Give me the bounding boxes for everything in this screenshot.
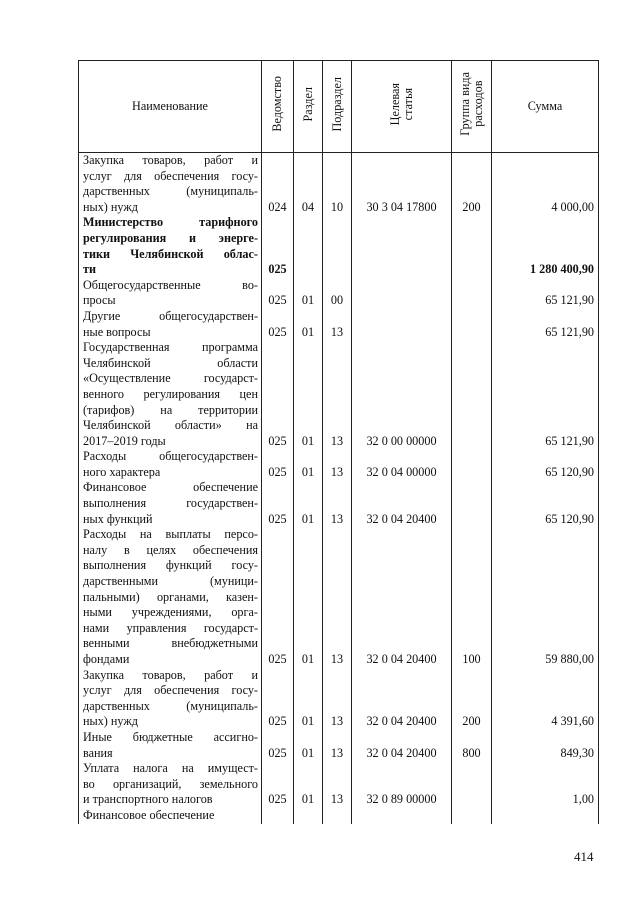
table-row [79,449,599,480]
row-name-line: (тарифов) на территории [83,402,258,417]
row-name-line: дарственными (муници- [83,574,258,589]
table-row [79,668,599,730]
row-dept: 024 [262,153,294,216]
row-dept: 025 [262,527,294,667]
row-name-line: Иные бюджетные ассигно- [83,729,258,744]
row-section: 01 [294,278,323,309]
row-subsection: 00 [323,278,352,309]
row-name [79,153,262,216]
row-name-line: ного характера [83,464,161,479]
row-group [452,480,492,527]
table-header-row [79,61,599,153]
row-section: 01 [294,527,323,667]
row-group [452,340,492,449]
row-dept: 025 [262,449,294,480]
row-name-line: Финансовое обеспечение [83,807,215,822]
row-name-line: регулирования и энерге- [83,230,258,245]
row-name [79,761,262,808]
row-name-line: Закупка товаров, работ и [83,153,258,167]
row-group [452,761,492,808]
row-group: 200 [452,668,492,730]
row-name [79,449,262,480]
row-name-line: и транспортного налогов [83,792,213,807]
row-name-line: ных) нужд [83,199,138,214]
header-subsection: Подраздел [323,61,352,153]
row-target: 32 0 89 00000 [352,761,452,808]
row-group [452,449,492,480]
page-number: 414 [574,849,594,864]
row-name-line: пальными) органами, казен- [83,589,258,604]
row-name-line: Челябинской области» на [83,418,258,433]
row-name [79,215,262,277]
header-sum: Сумма [492,61,599,153]
row-subsection: 13 [323,668,352,730]
header-name: Наименование [79,61,262,153]
row-target [352,278,452,309]
table-row [79,215,599,277]
row-name-line: услуг для обеспечения госу- [83,683,258,698]
row-sum: 1 280 400,90 [492,215,599,277]
row-name-line: Финансовое обеспечение [83,480,258,495]
row-name [79,730,262,761]
row-subsection: 13 [323,527,352,667]
row-group: 200 [452,153,492,216]
row-name-line: Государственная программа [83,340,258,355]
row-name [79,309,262,340]
table-row [79,527,599,667]
row-sum: 65 121,90 [492,309,599,340]
row-section [294,808,323,824]
row-section [294,215,323,277]
row-name-line: тики Челябинской облас- [83,246,258,261]
row-sum: 4 391,60 [492,668,599,730]
row-sum: 1,00 [492,761,599,808]
row-target: 30 3 04 17800 [352,153,452,216]
row-subsection: 13 [323,340,352,449]
header-group: Группа вида расходов [452,61,492,153]
row-name-line: Министерство тарифного [83,215,258,230]
row-name-line: Уплата налога на имущест- [83,761,258,776]
row-subsection: 13 [323,730,352,761]
table-row [79,340,599,449]
row-sum: 65 120,90 [492,449,599,480]
row-dept: 025 [262,340,294,449]
row-subsection [323,215,352,277]
table-row [79,153,599,216]
row-name-line: фондами [83,652,130,666]
row-dept: 025 [262,730,294,761]
row-section: 04 [294,153,323,216]
row-name-line: налу в целях обеспечения [83,542,258,557]
row-dept: 025 [262,309,294,340]
row-target [352,309,452,340]
row-name-line: во организаций, земельного [83,776,258,791]
row-name-line: дарственных (муниципаль- [83,184,258,199]
row-name-line: выполнения государствен- [83,496,258,511]
row-target: 32 0 00 00000 [352,340,452,449]
row-target: 32 0 04 20400 [352,480,452,527]
row-name-line: ные вопросы [83,324,151,339]
row-dept [262,808,294,824]
row-name [79,340,262,449]
row-name-line: вания [83,745,113,760]
row-section: 01 [294,309,323,340]
row-sum: 65 121,90 [492,278,599,309]
row-name [79,480,262,527]
row-sum: 59 880,00 [492,527,599,667]
row-name-line: Челябинской области [83,355,258,370]
row-name-line: венного регулирования цен [83,386,258,401]
row-sum: 4 000,00 [492,153,599,216]
row-name-line: услуг для обеспечения госу- [83,168,258,183]
row-name-line: «Осуществление государст- [83,371,258,386]
header-section: Раздел [294,61,323,153]
row-name-line: ных функций [83,511,153,526]
row-name-line: 2017–2019 годы [83,433,166,448]
row-target [352,215,452,277]
table-row [79,761,599,808]
header-target: Целевая статья [352,61,452,153]
row-group [452,808,492,824]
row-name-line: нами управления государст- [83,620,258,635]
row-name-line: венными внебюджетными [83,636,258,651]
row-dept: 025 [262,668,294,730]
row-subsection: 13 [323,449,352,480]
row-section: 01 [294,480,323,527]
table-row [79,278,599,309]
row-target [352,808,452,824]
row-name [79,668,262,730]
row-sum: 849,30 [492,730,599,761]
row-section: 01 [294,340,323,449]
row-name-line: просы [83,293,116,308]
table-row [79,309,599,340]
row-target: 32 0 04 20400 [352,730,452,761]
row-subsection: 13 [323,309,352,340]
row-subsection: 13 [323,761,352,808]
row-name-line: выполнения функций госу- [83,558,258,573]
table-row [79,808,599,824]
row-subsection [323,808,352,824]
table-row [79,730,599,761]
row-name-line: ными учреждениями, орга- [83,605,258,620]
budget-table [78,60,599,824]
row-name-line: дарственных (муниципаль- [83,698,258,713]
row-name-line: Общегосударственные во- [83,277,258,292]
row-group [452,215,492,277]
row-subsection: 13 [323,480,352,527]
row-name [79,278,262,309]
row-sum: 65 121,90 [492,340,599,449]
row-sum [492,808,599,824]
row-dept: 025 [262,215,294,277]
row-subsection: 10 [323,153,352,216]
row-name-line: Закупка товаров, работ и [83,667,258,682]
row-section: 01 [294,730,323,761]
row-sum: 65 120,90 [492,480,599,527]
row-target: 32 0 04 20400 [352,527,452,667]
row-name-line: ти [83,262,97,277]
table-body [79,153,599,824]
row-name-line: ных) нужд [83,714,138,729]
row-name-line: Расходы общегосударствен- [83,449,258,464]
row-section: 01 [294,761,323,808]
row-group [452,309,492,340]
row-name-line: Расходы на выплаты персо- [83,527,258,542]
row-group [452,278,492,309]
row-target: 32 0 04 00000 [352,449,452,480]
row-target: 32 0 04 20400 [352,668,452,730]
row-dept: 025 [262,761,294,808]
row-name-line: Другие общегосударствен- [83,308,258,323]
row-section: 01 [294,668,323,730]
row-group: 100 [452,527,492,667]
table-row [79,480,599,527]
row-dept: 025 [262,278,294,309]
row-name [79,808,262,824]
row-dept: 025 [262,480,294,527]
header-dept: Ведомство [262,61,294,153]
row-group: 800 [452,730,492,761]
row-section: 01 [294,449,323,480]
row-name [79,527,262,667]
